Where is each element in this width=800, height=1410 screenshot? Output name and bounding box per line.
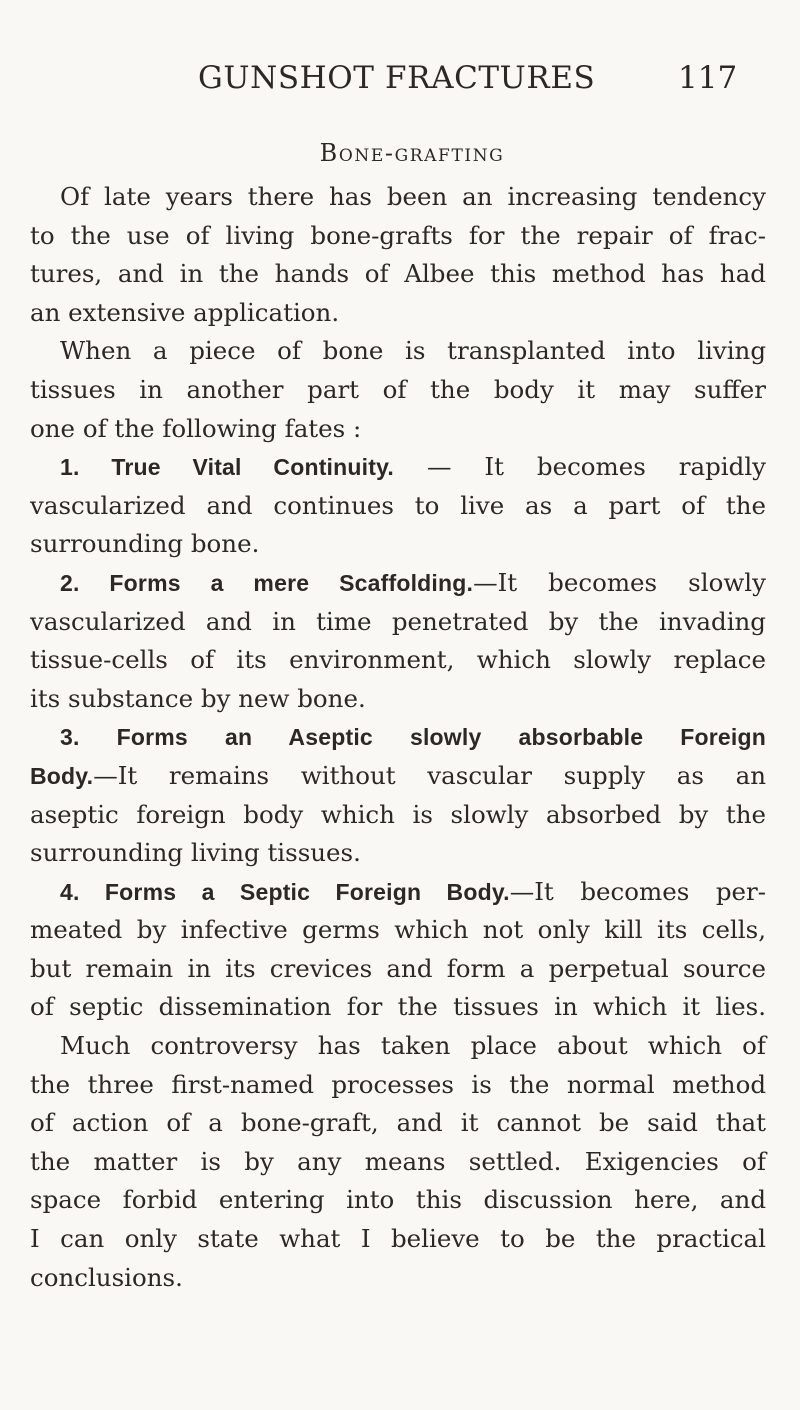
fate-3-lead-cont: Body. (30, 762, 94, 789)
conclusion-line: of action of a bone-graft, and it cannot be said that (30, 1108, 766, 1138)
conclusion-line: the matter is by any means settled. Exigencies of (30, 1146, 766, 1176)
intro-line: an extensive application. (30, 297, 340, 327)
page-number: 117 (678, 60, 738, 96)
running-title: GUNSHOT FRACTURES (198, 60, 596, 96)
section-heading: Bone-grafting (319, 139, 505, 167)
conclusion-line: conclusions. (30, 1262, 183, 1292)
fate-2-line: its substance by new bone. (30, 683, 366, 713)
fate-1-text: — It becomes rapidly (393, 452, 766, 482)
fate-3-text: —It remains without vascular supply as an (93, 760, 766, 790)
conclusion-line: Much controversy has taken place about which of (60, 1031, 766, 1061)
fate-4-line: but remain in its crevices and form a perpetual source (30, 953, 766, 983)
fate-4-first-line (30, 873, 766, 912)
fate-1-lead: 1. True Vital Continuity. (60, 454, 394, 481)
fate-3-line: aseptic foreign body which is slowly absorbed by the (30, 799, 766, 829)
fate-1-first-line (30, 448, 766, 487)
fates-intro-line: tissues in another part of the body it may suffer (30, 374, 766, 404)
intro-line: to the use of living bone-grafts for the repair of frac- (30, 220, 766, 250)
fate-4-line: of septic dissemination for the tissues in which it lies. (30, 992, 766, 1022)
fate-1-line: vascularized and continues to live as a part of the (30, 490, 766, 520)
fate-1-line: surrounding bone. (30, 529, 260, 559)
intro-line: Of late years there has been an increasing tendency (60, 182, 766, 211)
fate-2-line: tissue-cells of its environment, which slowly replace (30, 645, 766, 675)
fates-intro-line: When a piece of bone is transplanted into living (60, 336, 766, 366)
fate-3-first-line (30, 718, 766, 757)
intro-line: tures, and in the hands of Albee this method has had (30, 259, 766, 289)
conclusion-line: the three first-named processes is the normal method (30, 1069, 766, 1099)
body-text (30, 178, 766, 1297)
conclusion-line: I can only state what I believe to be the practical (30, 1224, 766, 1254)
fate-3-second-line (30, 757, 766, 796)
fate-2-line: vascularized and in time penetrated by the invading (30, 606, 766, 636)
fate-3-lead: 3. Forms an Aseptic slowly absorbable Foreign (60, 724, 766, 751)
fate-2-first-line (30, 564, 766, 603)
fate-4-line: meated by infective germs which not only kill its cells, (30, 915, 766, 945)
fate-4-lead: 4. Forms a Septic Foreign Body. (60, 878, 510, 905)
conclusion-line: space forbid entering into this discussion here, and (30, 1185, 766, 1215)
fates-intro-line: one of the following fates : (30, 413, 362, 443)
fate-4-text: —It becomes per- (509, 876, 766, 906)
running-head (0, 58, 800, 98)
fate-2-text: —It becomes slowly (473, 567, 766, 597)
fate-2-lead: 2. Forms a mere Scaffolding. (60, 569, 474, 596)
fate-3-line: surrounding living tissues. (30, 838, 361, 868)
